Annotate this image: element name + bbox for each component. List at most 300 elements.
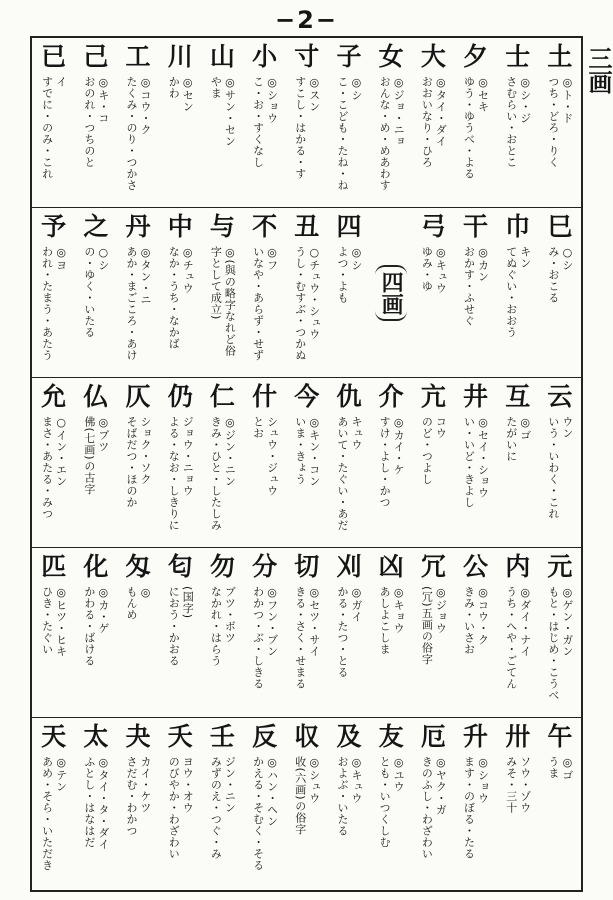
kanji-readings <box>125 246 151 374</box>
kanji-entry <box>117 38 159 208</box>
kanji-readings <box>252 416 278 544</box>
table-row <box>32 208 581 378</box>
kanji-readings <box>125 756 151 884</box>
reading-kun: きみ・ひと・したしみ <box>209 416 223 531</box>
kanji-entry <box>370 718 412 888</box>
reading-on: シュウ・ジュウ <box>265 416 279 497</box>
table-row <box>32 548 581 718</box>
reading-kun: こ・お・すくなし <box>251 76 265 168</box>
kanji-readings <box>41 756 67 884</box>
kanji-entry <box>33 718 75 888</box>
kanji-readings <box>167 756 193 884</box>
section-label-three-strokes: 三画 <box>584 46 613 94</box>
reading-kun: ゆう・ゆうべ・よる <box>462 76 476 180</box>
reading-on: ◎ヒツ・ヒキ <box>54 586 68 657</box>
kanji-character: 化 <box>83 552 109 581</box>
reading-on: ◎ト・ド <box>560 76 574 124</box>
kanji-readings <box>294 586 320 714</box>
reading-kun: きる・さく・せまる <box>293 586 307 690</box>
kanji-readings <box>463 246 489 374</box>
reading-on: ◎ショウ <box>265 76 279 124</box>
kanji-character: 大 <box>420 42 446 71</box>
kanji-character: 元 <box>547 552 573 581</box>
reading-on: カイ・ケツ <box>139 756 153 814</box>
kanji-character: 互 <box>505 382 531 411</box>
kanji-character: 巾 <box>505 212 531 241</box>
reading-on: ◎ヨ <box>54 246 68 271</box>
kanji-readings <box>420 756 446 884</box>
reading-on: ◎カ・ゲ <box>96 586 110 634</box>
kanji-character: 反 <box>252 722 278 751</box>
kanji-character: 及 <box>336 722 362 751</box>
kanji-readings <box>505 756 531 884</box>
reading-on: ◎ゴ <box>518 416 532 441</box>
kanji-character: 寸 <box>294 42 320 71</box>
page-number: −2− <box>275 6 338 34</box>
kanji-readings <box>420 76 446 204</box>
reading-on: ジョウ・ニョウ <box>181 416 195 497</box>
reading-kun: あめ・そら・いただき <box>40 756 54 871</box>
reading-on: ◎コウ・ク <box>139 76 153 136</box>
kanji-readings <box>41 76 67 204</box>
kanji-readings <box>167 586 193 714</box>
reading-kun: のびやか・わざわい <box>167 756 181 860</box>
kanji-entry <box>33 38 75 208</box>
kanji-readings <box>209 756 235 884</box>
reading-on: ◎セキ <box>476 76 490 113</box>
reading-kun: いなや・あらず・せず <box>251 246 265 361</box>
kanji-character: 丑 <box>294 212 320 241</box>
kanji-character: 什 <box>252 382 278 411</box>
section-header-four-strokes: 四画 <box>375 265 407 321</box>
kanji-readings <box>209 586 235 714</box>
kanji-readings <box>83 756 109 884</box>
reading-on: ◎シュウ <box>307 756 321 804</box>
kanji-entry <box>454 378 496 548</box>
reading-kun: てぬぐい・おおう <box>504 246 518 338</box>
reading-kun: かえる・そむく・そる <box>251 756 265 871</box>
reading-on: ◎キ・コ <box>96 76 110 124</box>
kanji-character: 川 <box>167 42 193 71</box>
kanji-entry <box>328 378 370 548</box>
kanji-character: 壬 <box>209 722 235 751</box>
reading-on: ウン <box>560 416 574 439</box>
kanji-readings <box>83 76 109 204</box>
reading-kun: もんめ <box>125 586 139 621</box>
reading-on: ◎ <box>139 586 153 600</box>
reading-on: ◎キュウ <box>349 756 363 804</box>
kanji-readings <box>83 416 109 544</box>
reading-kun: うち・へや・ごてん <box>504 586 518 690</box>
reading-on: (国字) <box>181 586 195 619</box>
kanji-readings <box>505 246 531 374</box>
kanji-character: 匂 <box>167 552 193 581</box>
reading-on: ◎フ <box>265 246 279 271</box>
kanji-entry <box>286 548 328 718</box>
kanji-entry <box>244 208 286 378</box>
kanji-character: 干 <box>463 212 489 241</box>
reading-on: ジン・ニン <box>223 756 237 814</box>
kanji-character: 士 <box>505 42 531 71</box>
reading-on: ◎タイ・ダイ <box>434 76 448 147</box>
reading-on: ◎セイ・ショウ <box>476 416 490 499</box>
reading-on: ◎ハン・ヘン <box>265 756 279 827</box>
kanji-entry <box>75 38 117 208</box>
kanji-readings <box>167 416 193 544</box>
reading-kun: きみ・いさお <box>462 586 476 655</box>
kanji-entry <box>370 548 412 718</box>
reading-kun: み・おこる <box>546 246 560 304</box>
kanji-entry <box>328 718 370 888</box>
kanji-entry <box>201 548 243 718</box>
reading-on: ◎カン <box>476 246 490 283</box>
kanji-readings <box>167 246 193 374</box>
kanji-entry <box>244 548 286 718</box>
kanji-character: 卅 <box>505 722 531 751</box>
kanji-character: 仇 <box>336 382 362 411</box>
kanji-readings <box>463 76 489 204</box>
kanji-entry <box>370 38 412 208</box>
kanji-entry <box>33 378 75 548</box>
reading-kun: ふとし・はなはだ <box>82 756 96 848</box>
reading-kun: もと・はじめ・こうべ <box>546 586 560 701</box>
kanji-entry <box>75 208 117 378</box>
kanji-readings <box>336 586 362 714</box>
kanji-readings <box>294 76 320 204</box>
kanji-readings <box>547 416 573 544</box>
kanji-readings <box>294 246 320 374</box>
reading-on: ◎ゴ <box>560 756 574 781</box>
reading-kun: おかす・ふせぐ <box>462 246 476 327</box>
kanji-character: 中 <box>167 212 193 241</box>
kanji-readings <box>83 246 109 374</box>
reading-on: ◎ジン・ニン <box>223 416 237 487</box>
kanji-readings <box>209 246 235 374</box>
kanji-entry <box>33 208 75 378</box>
kanji-entry <box>244 38 286 208</box>
reading-kun: いま・きょう <box>293 416 307 485</box>
reading-kun: 佛(七画)の古字 <box>82 416 96 495</box>
kanji-readings <box>505 76 531 204</box>
reading-on: イ <box>54 76 68 88</box>
kanji-entry <box>412 208 454 378</box>
kanji-character: 勿 <box>209 552 235 581</box>
reading-kun: (冗)五画の俗字 <box>420 586 434 665</box>
kanji-entry <box>75 718 117 888</box>
reading-kun: すこし・はかる・す <box>293 76 307 180</box>
kanji-character: 土 <box>547 42 573 71</box>
kanji-entry <box>244 718 286 888</box>
table-row <box>32 718 581 888</box>
kanji-readings <box>294 416 320 544</box>
reading-kun: おおいなり・ひろ <box>420 76 434 168</box>
reading-kun: いう・いわく・これ <box>546 416 560 520</box>
kanji-entry <box>117 378 159 548</box>
kanji-entry <box>75 378 117 548</box>
reading-kun: こ・こども・たね・ね <box>335 76 349 191</box>
kanji-readings <box>336 756 362 884</box>
kanji-character: 弓 <box>420 212 446 241</box>
kanji-entry <box>159 378 201 548</box>
kanji-entry <box>159 718 201 888</box>
kanji-readings <box>505 586 531 714</box>
kanji-character: 太 <box>83 722 109 751</box>
kanji-character: 己 <box>83 42 109 71</box>
reading-on: ○シ <box>96 246 110 271</box>
kanji-readings <box>336 246 362 374</box>
reading-on: キュウ <box>349 416 363 451</box>
reading-on: ◎スン <box>307 76 321 113</box>
kanji-entry <box>539 38 581 208</box>
reading-on: ◎タン・ニ <box>139 246 153 306</box>
kanji-entry <box>412 378 454 548</box>
kanji-readings <box>505 416 531 544</box>
kanji-readings <box>125 586 151 714</box>
kanji-readings <box>378 586 404 714</box>
kanji-character: 山 <box>209 42 235 71</box>
kanji-entry <box>201 38 243 208</box>
kanji-character: 仁 <box>209 382 235 411</box>
kanji-entry <box>412 548 454 718</box>
kanji-entry <box>117 718 159 888</box>
kanji-readings <box>167 76 193 204</box>
kanji-readings <box>463 416 489 544</box>
table-row <box>32 378 581 548</box>
reading-kun: さむらい・おとこ <box>504 76 518 168</box>
reading-on: ◎ガイ <box>349 586 363 623</box>
kanji-character: 工 <box>125 42 151 71</box>
kanji-readings <box>336 416 362 544</box>
kanji-character: 井 <box>463 382 489 411</box>
kanji-entry <box>497 208 539 378</box>
kanji-entry <box>328 38 370 208</box>
kanji-entry <box>159 548 201 718</box>
reading-kun: よつ・よも <box>335 246 349 304</box>
reading-on: ◎キン・コン <box>307 416 321 487</box>
kanji-character: 凶 <box>378 552 404 581</box>
section-header-cell <box>370 208 412 378</box>
kanji-entry <box>201 378 243 548</box>
kanji-readings <box>252 756 278 884</box>
reading-on: ブツ・ボツ <box>223 586 237 644</box>
kanji-character: 夕 <box>463 42 489 71</box>
kanji-entry <box>286 378 328 548</box>
kanji-entry <box>539 548 581 718</box>
kanji-table <box>30 36 583 892</box>
kanji-readings <box>125 416 151 544</box>
reading-on: ヨウ・オウ <box>181 756 195 814</box>
reading-kun: かわ <box>167 76 181 99</box>
kanji-entry <box>454 718 496 888</box>
kanji-readings <box>547 586 573 714</box>
kanji-readings <box>420 586 446 714</box>
kanji-character: 冗 <box>420 552 446 581</box>
kanji-character: 匹 <box>41 552 67 581</box>
reading-kun: うま <box>546 756 560 779</box>
kanji-character: 允 <box>41 382 67 411</box>
kanji-readings <box>463 586 489 714</box>
reading-on: ◎シ <box>349 246 363 271</box>
table-row <box>32 38 581 208</box>
reading-on: ◎ブツ <box>96 416 110 453</box>
kanji-entry <box>75 548 117 718</box>
reading-kun: あしよこしま <box>378 586 392 655</box>
kanji-character: 子 <box>336 42 362 71</box>
kanji-character: 午 <box>547 722 573 751</box>
kanji-character: 仄 <box>125 382 151 411</box>
reading-kun: 字として成立) <box>209 246 223 320</box>
reading-kun: とも・いつくしむ <box>378 756 392 848</box>
kanji-entry <box>454 38 496 208</box>
kanji-character: 匁 <box>125 552 151 581</box>
reading-on: ◎キョウ <box>392 586 406 634</box>
reading-kun: おんな・め・めあわす <box>378 76 392 191</box>
reading-kun: たくみ・のり・つかさ <box>125 76 139 191</box>
reading-kun: われ・たまう・あたう <box>40 246 54 361</box>
reading-on: ○チュウ・シュウ <box>307 246 321 340</box>
kanji-character: 天 <box>41 722 67 751</box>
reading-kun: きのふし・わざわい <box>420 756 434 860</box>
kanji-character: 升 <box>463 722 489 751</box>
reading-on: ◎シ・ジ <box>518 76 532 124</box>
reading-on: ソウ・ゾウ <box>518 756 532 814</box>
reading-kun: およぶ・いたる <box>335 756 349 837</box>
kanji-readings <box>41 416 67 544</box>
reading-on: ◎チュウ <box>181 246 195 294</box>
kanji-character: 介 <box>378 382 404 411</box>
reading-kun: わかつ・ぶ・しきる <box>251 586 265 690</box>
kanji-character: 亢 <box>420 382 446 411</box>
kanji-entry <box>497 38 539 208</box>
reading-kun: の・ゆく・いたる <box>82 246 96 338</box>
reading-on: ◎セツ・サイ <box>307 586 321 657</box>
kanji-character: 云 <box>547 382 573 411</box>
reading-kun: つち・どろ・りく <box>546 76 560 168</box>
reading-on: ◎ゲン・ガン <box>560 586 574 657</box>
reading-kun: かる・たつ・とる <box>335 586 349 678</box>
kanji-character: 内 <box>505 552 531 581</box>
kanji-character: 予 <box>41 212 67 241</box>
reading-kun: すでに・のみ・これ <box>40 76 54 180</box>
reading-kun: さだむ・わかつ <box>125 756 139 837</box>
reading-on: ◎フン・ブン <box>265 586 279 657</box>
kanji-entry <box>201 208 243 378</box>
kanji-character: 四 <box>336 212 362 241</box>
reading-kun: たがいに <box>504 416 518 462</box>
kanji-entry <box>539 718 581 888</box>
reading-kun: そばだつ・ほのか <box>125 416 139 508</box>
reading-kun: あか・まごころ・あけ <box>125 246 139 361</box>
kanji-readings <box>547 76 573 204</box>
reading-kun: まさ・あたる・みつ <box>40 416 54 520</box>
kanji-character: 厄 <box>420 722 446 751</box>
kanji-readings <box>547 756 573 884</box>
reading-kun: ゆみ・ゆ <box>420 246 434 292</box>
kanji-entry <box>286 38 328 208</box>
kanji-entry <box>201 718 243 888</box>
kanji-entry <box>370 378 412 548</box>
kanji-character: 丹 <box>125 212 151 241</box>
kanji-readings <box>463 756 489 884</box>
reading-kun: よる・なお・しきりに <box>167 416 181 531</box>
kanji-readings <box>294 756 320 884</box>
reading-kun: みずのえ・つぐ・み <box>209 756 223 860</box>
kanji-readings <box>83 586 109 714</box>
reading-kun: かわる・ばける <box>82 586 96 667</box>
kanji-character: 公 <box>463 552 489 581</box>
reading-kun: うし・むすぶ・つかぬ <box>293 246 307 361</box>
kanji-entry <box>117 548 159 718</box>
kanji-entry <box>286 208 328 378</box>
kanji-readings <box>547 246 573 374</box>
reading-on: ◎コウ・ク <box>476 586 490 646</box>
kanji-entry <box>539 208 581 378</box>
reading-kun: ひき・たぐい <box>40 586 54 655</box>
reading-kun: ます・のぼる・たる <box>462 756 476 860</box>
kanji-character: 女 <box>378 42 404 71</box>
reading-on: ショク・ソク <box>139 416 153 485</box>
kanji-readings <box>336 76 362 204</box>
kanji-entry <box>159 38 201 208</box>
kanji-character: 不 <box>252 212 278 241</box>
kanji-entry <box>497 718 539 888</box>
kanji-character: 仏 <box>83 382 109 411</box>
kanji-character: 刈 <box>336 552 362 581</box>
kanji-entry <box>412 38 454 208</box>
reading-kun: あいて・たぐい・あだ <box>335 416 349 531</box>
kanji-character: 夬 <box>125 722 151 751</box>
reading-on: ◎ヤク・ガ <box>434 756 448 816</box>
kanji-entry <box>539 378 581 548</box>
kanji-entry <box>244 378 286 548</box>
reading-on: ◎ジョ・ニョ <box>392 76 406 147</box>
reading-on: ◎ショウ <box>476 756 490 804</box>
reading-on: ◎ジョウ <box>434 586 448 634</box>
kanji-character: 分 <box>252 552 278 581</box>
kanji-entry <box>328 548 370 718</box>
reading-on: ◎セン <box>181 76 195 113</box>
reading-on: ◎シ <box>349 76 363 101</box>
kanji-character: 之 <box>83 212 109 241</box>
reading-on: ◎ユウ <box>392 756 406 793</box>
reading-kun: とお <box>251 416 265 439</box>
reading-on: ◎ダイ・ナイ <box>518 586 532 657</box>
kanji-readings <box>209 416 235 544</box>
kanji-entry <box>497 548 539 718</box>
reading-on: ◎カイ・ケ <box>392 416 406 476</box>
kanji-readings <box>420 246 446 374</box>
reading-kun: なかれ・はらう <box>209 586 223 667</box>
kanji-readings <box>209 76 235 204</box>
kanji-readings <box>41 246 67 374</box>
kanji-entry <box>159 208 201 378</box>
kanji-readings <box>125 76 151 204</box>
reading-kun: みそ・三十 <box>504 756 518 814</box>
kanji-character: 切 <box>294 552 320 581</box>
reading-on: ◎テン <box>54 756 68 793</box>
reading-kun: におう・かおる <box>167 586 181 667</box>
kanji-entry <box>286 718 328 888</box>
reading-on: コウ <box>434 416 448 439</box>
kanji-character: 友 <box>378 722 404 751</box>
kanji-readings <box>252 586 278 714</box>
kanji-character: 已 <box>41 42 67 71</box>
reading-on: ◎サン・セン <box>223 76 237 147</box>
reading-kun: やま <box>209 76 223 99</box>
kanji-character: 夭 <box>167 722 193 751</box>
reading-kun: 收(六画)の俗字 <box>293 756 307 835</box>
kanji-readings <box>252 246 278 374</box>
